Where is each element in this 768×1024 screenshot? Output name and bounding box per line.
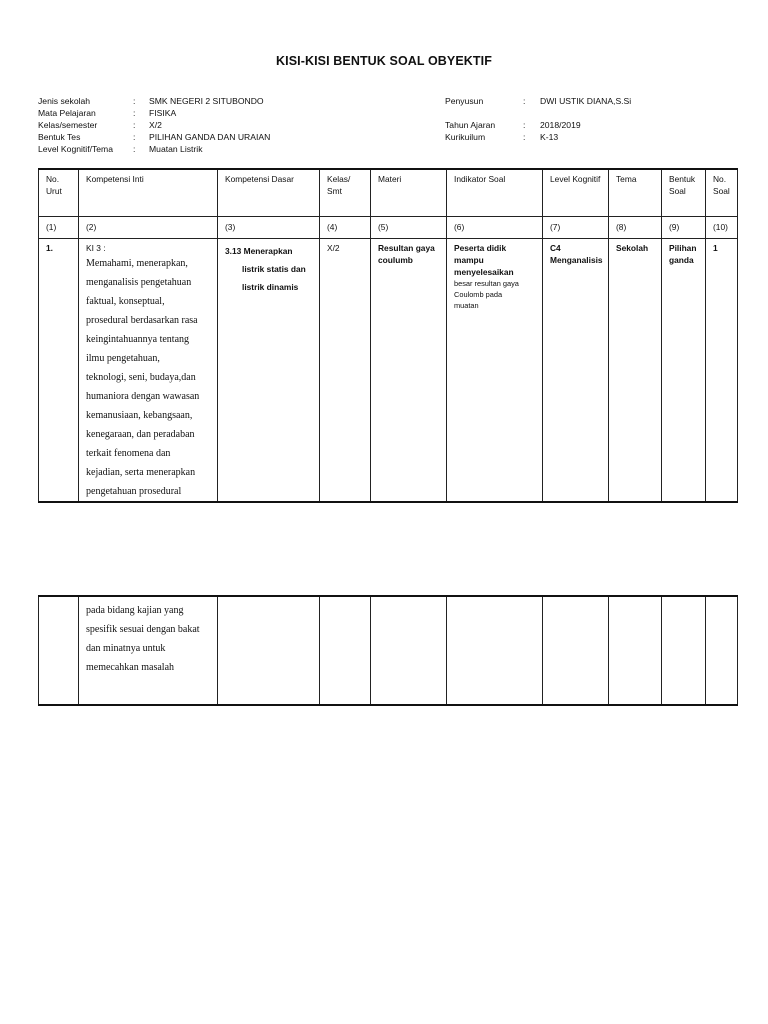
meta-left xyxy=(38,95,368,155)
meta-colon: : xyxy=(133,108,136,118)
empty-cell xyxy=(447,596,543,705)
meta-colon: : xyxy=(133,132,136,142)
ki-line: Memahami, menerapkan, xyxy=(86,258,188,269)
ki-line: prosedural berdasarkan rasa xyxy=(86,315,198,326)
meta-row xyxy=(38,119,368,131)
header-cell: Level Kognitif xyxy=(543,169,609,217)
header-cell: Tema xyxy=(609,169,662,217)
kd-line: Menerapkan xyxy=(243,246,293,256)
kd-code: 3.13 xyxy=(225,246,242,256)
header-cell: Indikator Soal xyxy=(447,169,543,217)
table-row xyxy=(39,596,738,705)
ki-line: dan minatnya untuk xyxy=(86,643,166,654)
ki-line: teknologi, seni, budaya,dan xyxy=(86,372,196,383)
meta-value: K-13 xyxy=(540,132,559,142)
meta-colon: : xyxy=(523,132,526,142)
meta-label: Level Kognitif/Tema xyxy=(38,144,113,154)
ki-line: keingintahuannya tentang xyxy=(86,334,190,345)
number-cell: (10) xyxy=(706,217,738,239)
meta-label: Penyusun xyxy=(445,96,484,106)
empty-cell xyxy=(609,596,662,705)
kompetensi-dasar-cell xyxy=(218,239,320,503)
ki-line: terkait fenomena dan xyxy=(86,448,171,459)
meta-value: FISIKA xyxy=(149,108,177,118)
ki-line: spesifik sesuai dengan bakat xyxy=(86,624,200,635)
ki-label: KI 3 : xyxy=(86,243,106,253)
number-cell: (2) xyxy=(79,217,218,239)
ki-line: kemanusiaan, kebangsaan, xyxy=(86,410,193,421)
number-cell: (4) xyxy=(320,217,371,239)
ki-text xyxy=(86,601,212,677)
meta-label: Kelas/semester xyxy=(38,120,98,130)
empty-cell xyxy=(371,596,447,705)
table-header-row xyxy=(39,169,738,217)
meta-row xyxy=(38,143,368,155)
level-kognitif-cell xyxy=(543,239,609,503)
kisi-table xyxy=(38,168,738,503)
row-number: 1. xyxy=(39,239,79,503)
header-cell: Materi xyxy=(371,169,447,217)
materi-cell: Resultan gaya coulumb xyxy=(371,239,447,503)
ki-line: memecahkan masalah xyxy=(86,662,175,673)
indikator-line: Peserta didik xyxy=(454,243,507,253)
header-cell: No. Soal xyxy=(706,169,738,217)
ki-text xyxy=(86,254,212,501)
ki-line: faktual, konseptual, xyxy=(86,296,165,307)
indikator-line: Coulomb pada xyxy=(454,290,503,299)
meta-row xyxy=(38,95,368,107)
indikator-line: menyelesaikan xyxy=(454,267,514,277)
bentuk-line: ganda xyxy=(669,255,694,265)
document-title: KISI-KISI BENTUK SOAL OBYEKTIF xyxy=(276,54,492,68)
ki-line: pengetahuan prosedural xyxy=(86,486,182,497)
kompetensi-inti-cell xyxy=(79,239,218,503)
meta-value: Muatan Listrik xyxy=(149,144,203,154)
kompetensi-inti-continued-cell xyxy=(79,596,218,705)
meta-value: PILIHAN GANDA DAN URAIAN xyxy=(149,132,271,142)
level-line: Menganalisis xyxy=(550,255,603,265)
meta-colon: : xyxy=(133,96,136,106)
bentuk-soal-cell xyxy=(662,239,706,503)
header-cell: Bentuk Soal xyxy=(662,169,706,217)
header-cell: Kelas/ Smt xyxy=(320,169,371,217)
meta-row xyxy=(445,131,735,143)
empty-cell xyxy=(218,596,320,705)
meta-row xyxy=(38,107,368,119)
number-cell: (1) xyxy=(39,217,79,239)
indikator-line: muatan xyxy=(454,301,479,310)
meta-value: X/2 xyxy=(149,120,162,130)
table-row xyxy=(39,239,738,503)
meta-row xyxy=(38,131,368,143)
indikator-line: besar resultan gaya xyxy=(454,279,519,288)
no-soal-cell: 1 xyxy=(706,239,738,503)
kd-line: listrik statis dan xyxy=(242,264,306,274)
meta-label: Bentuk Tes xyxy=(38,132,81,142)
meta-row xyxy=(445,119,735,131)
meta-colon: : xyxy=(523,96,526,106)
number-cell: (7) xyxy=(543,217,609,239)
kd-line: listrik dinamis xyxy=(242,282,299,292)
kd-first-line xyxy=(225,242,314,260)
ki-line: kejadian, serta menerapkan xyxy=(86,467,196,478)
header-cell: Kompetensi Dasar xyxy=(218,169,320,217)
table-number-row xyxy=(39,217,738,239)
meta-row xyxy=(445,95,735,107)
empty-cell xyxy=(39,596,79,705)
meta-colon: : xyxy=(133,144,136,154)
meta-spacer xyxy=(445,107,735,119)
empty-cell xyxy=(320,596,371,705)
ki-line: ilmu pengetahuan, xyxy=(86,353,160,364)
header-cell: No. Urut xyxy=(39,169,79,217)
ki-line: kenegaraan, dan peradaban xyxy=(86,429,195,440)
number-cell: (6) xyxy=(447,217,543,239)
meta-colon: : xyxy=(523,120,526,130)
meta-label: Mata Pelajaran xyxy=(38,108,96,118)
number-cell: (9) xyxy=(662,217,706,239)
empty-cell xyxy=(543,596,609,705)
ki-line: menganalisis pengetahuan xyxy=(86,277,192,288)
meta-label: Kurikuilum xyxy=(445,132,486,142)
meta-label: Jenis sekolah xyxy=(38,96,91,106)
kisi-table-continued xyxy=(38,595,738,706)
level-line: C4 xyxy=(550,243,561,253)
indikator-line: mampu xyxy=(454,255,484,265)
meta-value: 2018/2019 xyxy=(540,120,581,130)
empty-cell xyxy=(662,596,706,705)
indikator-cell xyxy=(447,239,543,503)
tema-cell: Sekolah xyxy=(609,239,662,503)
ki-line: pada bidang kajian yang xyxy=(86,605,184,616)
empty-cell xyxy=(706,596,738,705)
meta-value: SMK NEGERI 2 SITUBONDO xyxy=(149,96,264,106)
number-cell: (3) xyxy=(218,217,320,239)
meta-label: Tahun Ajaran xyxy=(445,120,496,130)
ki-line: humaniora dengan wawasan xyxy=(86,391,200,402)
bentuk-line: Pilihan xyxy=(669,243,697,253)
header-cell: Kompetensi Inti xyxy=(79,169,218,217)
number-cell: (8) xyxy=(609,217,662,239)
number-cell: (5) xyxy=(371,217,447,239)
meta-colon: : xyxy=(133,120,136,130)
meta-right xyxy=(445,95,735,143)
kelas-cell: X/2 xyxy=(320,239,371,503)
meta-value: DWI USTIK DIANA,S.Si xyxy=(540,96,632,106)
